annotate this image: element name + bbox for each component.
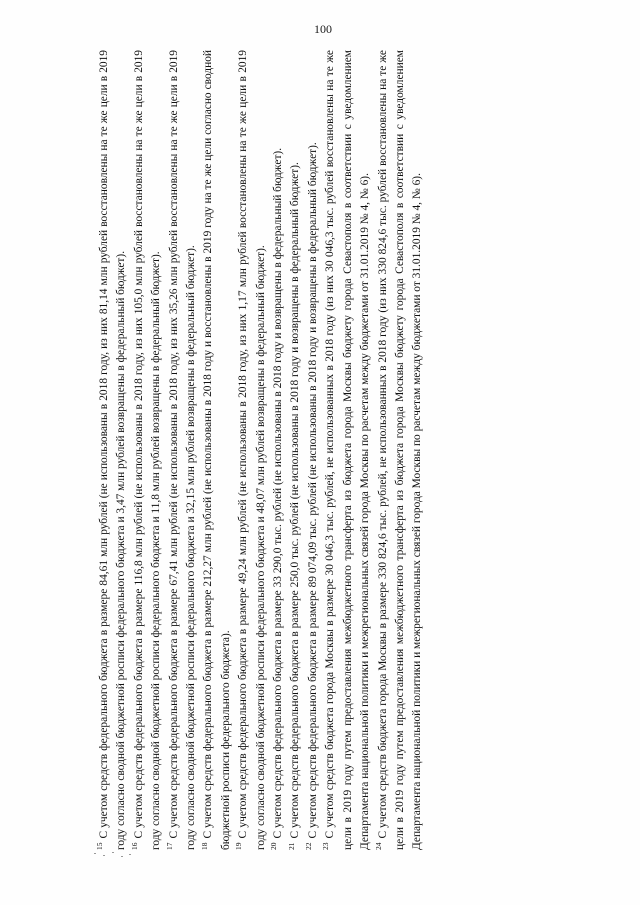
footnote-number: 21 [286,842,296,850]
footnote-number: 24 [373,842,383,850]
footnote-text: С учетом средств бюджета города Москвы в размере 330 824,6 тыс. рублей, не использованных в 2018 году (из них 330 824,6 тыс. рублей восстановлены на те же цели в 2019 году путем предоставления межбюджетного трансферта из бюджета города Москвы бюджету города Севастополя в соответствии с уведомлением Департамента национальной политики и межрегиональных связей города Москвы по расчетам между бюджетами от 31.01.2019 № 4, № 6). [376,50,424,850]
footnote-17 [166,50,201,850]
footnote-15 [96,50,131,850]
footnote-text: С учетом средств федерального бюджета в размере 84,61 млн рублей (не использованы в 2018 году, из них 81,14 млн рублей восстановлены на те же цели в 2019 году согласно сводной бюджетной росписи федерального бюджета и 3,47 млн рублей возвращены в федеральный бюджет). [98,50,128,850]
scan-speck [103,855,105,856]
footnote-text: С учетом средств федерального бюджета в размере 212,27 млн рублей (не использованы в 2018 году и восстановлены в 2019 году на те же цели согласно сводной бюджетной росписи федерального бюджета). [202,50,232,850]
footnote-text: С учетом средств федерального бюджета в размере 67,41 млн рублей (не использованы в 2018 году, из них 35,26 млн рублей восстановлены на те же цели в 2019 году согласно сводной бюджетной росписи федерального бюджета и 32,15 млн рублей возвращены в федеральный бюджет). [167,50,198,850]
footnote-18 [200,50,235,850]
footnote-number: 22 [304,842,314,850]
scan-speck [129,854,131,855]
footnote-number: 16 [130,842,140,850]
footnote-20 [270,50,287,850]
footnote-19 [235,50,270,850]
footnote-number: 15 [95,842,105,850]
footnote-number: 18 [199,842,209,850]
footnote-21 [287,50,304,850]
footnote-text: С учетом средств федерального бюджета в размере 116,8 млн рублей (не использованы в 2018 году, из них 105,0 млн рублей восстановлены на те же цели в 2019 году согласно сводной бюджетной росписи федерального бюджета и 11,8 млн рублей возвращены в федеральный бюджет). [132,50,163,850]
footnote-24 [375,50,427,850]
footnote-text: С учетом средств федерального бюджета в размере 89 074,09 тыс. рублей (не использованы в 2018 году и возвращены в федеральный бюджет). [306,142,319,839]
footnote-16 [131,50,166,850]
footnote-text: С учетом средств федерального бюджета в размере 250,0 тыс. рублей (не использованы в 2018 году и возвращены в федеральный бюджет). [289,162,302,839]
footnote-22 [305,50,322,850]
scan-speck [112,852,114,853]
scan-speck [94,853,96,854]
footnote-23 [322,50,374,850]
footnotes-block [96,50,604,850]
footnote-number: 17 [164,842,174,850]
footnote-number: 20 [269,842,279,850]
footnote-text: С учетом средств федерального бюджета в размере 33 290,0 тыс. рублей (не использованы в 2018 году и возвращены в федеральный бюджет). [272,147,285,839]
footnote-number: 19 [234,842,244,850]
footnote-text: С учетом средств федерального бюджета в размере 49,24 млн рублей (не использованы в 2018 году, из них 1,17 млн рублей восстановлены на те же цели в 2019 году согласно сводной бюджетной росписи федерального бюджета и 48,07 млн рублей возвращены в федеральный бюджет). [237,50,267,850]
footnote-text: С учетом средств бюджета города Москвы в размере 30 046,3 тыс. рублей, не использованных в 2018 году (из них 30 046,3 тыс. рублей восстановлены на те же цели в 2019 году путем предоставления межбюджетного трансферта из бюджета города Москвы бюджету города Севастополя в соответствии с уведомлением Департамента национальной политики и межрегиональных связей города Москвы по расчетам между бюджетами от 31.01.2019 № 4, № 6). [324,50,372,850]
scan-speck [121,856,123,857]
scan-specks [90,850,140,860]
footnote-number: 23 [321,842,331,850]
page-number: 100 [314,22,332,36]
